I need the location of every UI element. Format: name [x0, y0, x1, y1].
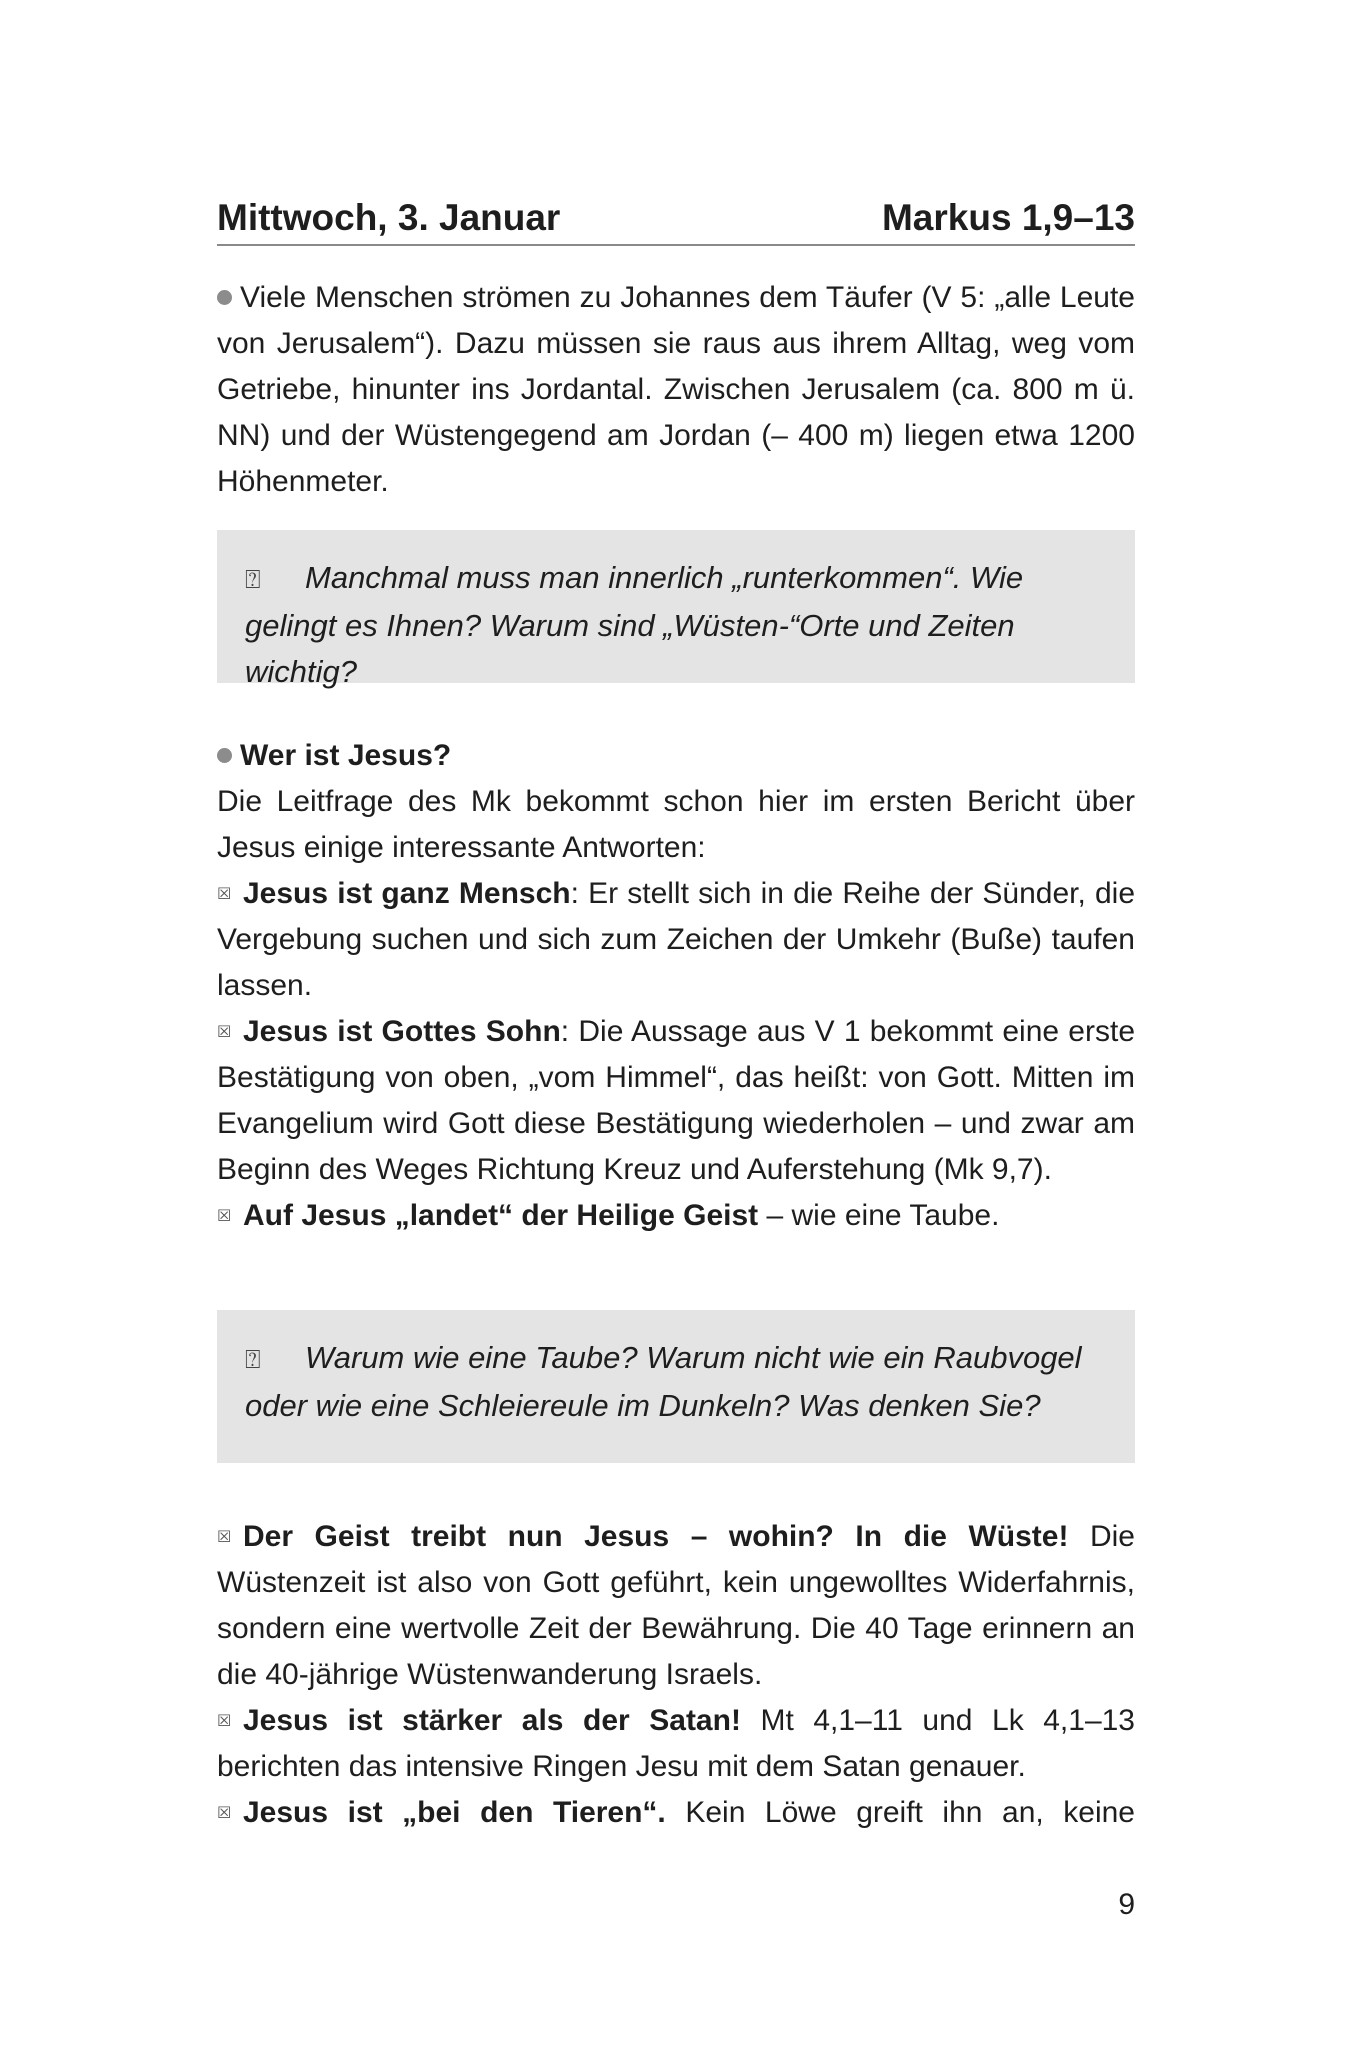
section-heading: Wer ist Jesus? — [240, 739, 452, 772]
answer-item: ☒ Jesus ist ganz Mensch: Er stellt sich in die Reihe der Sünder, die Vergebung suchen und sich zum Zeichen der Umkehr (Buße) taufen lassen. — [217, 871, 1135, 1009]
question-mark-box-icon: ⍰ — [245, 565, 261, 595]
bullet-dot-icon — [217, 748, 232, 763]
section-who-is-jesus — [217, 733, 1135, 1239]
answer-item: ☒ Jesus ist Gottes Sohn: Die Aussage aus V 1 bekommt eine erste Bestätigung von oben, „vom Himmel“, das heißt: von Gott. Mitten im Evangelium wird Gott diese Bestätigung wiederholen – und zwar am Beginn des Weges Richtung Kreuz und Auferstehung (Mk 9,7). — [217, 1009, 1135, 1193]
bullet-dot-icon — [217, 290, 232, 305]
answer-item: ☒ Jesus ist „bei den Tieren“. Kein Löwe greift ihn an, keine — [217, 1790, 1135, 1836]
section-desert — [217, 1514, 1135, 1836]
check-icon: ☒ — [217, 1803, 232, 1822]
check-icon: ☒ — [217, 1711, 232, 1730]
check-icon: ☒ — [217, 884, 232, 903]
reflection-box-2 — [217, 1310, 1135, 1463]
header-date: Mittwoch, 3. Januar — [217, 197, 561, 238]
answer-item: ☒ Auf Jesus „landet“ der Heilige Geist – wie eine Taube. — [217, 1193, 1135, 1239]
page-header — [217, 180, 1135, 246]
check-icon: ☒ — [217, 1527, 232, 1546]
check-icon: ☒ — [217, 1206, 232, 1225]
intro-paragraph — [217, 275, 1135, 505]
reflection-box-1 — [217, 530, 1135, 689]
answer-item: ☒ Jesus ist stärker als der Satan! Mt 4,1–11 und Lk 4,1–13 berichten das intensive Ringen Jesu mit dem Satan genauer. — [217, 1698, 1135, 1790]
reflection-text-1: Manchmal muss man innerlich „runterkommen“. Wie gelingt es Ihnen? Warum sind „Wüsten-“Orte und Zeiten wichtig? — [245, 560, 1024, 689]
check-icon: ☒ — [217, 1022, 232, 1041]
section-intro: Die Leitfrage des Mk bekommt schon hier im ersten Bericht über Jesus einige interessante Antworten: — [217, 785, 1135, 864]
intro-text: Viele Menschen strömen zu Johannes dem Täufer (V 5: „alle Leute von Jerusalem“). Dazu müssen sie raus aus ihrem Alltag, weg vom Getriebe, hinunter ins Jordantal. Zwischen Jerusalem (ca. 800 m ü. NN) und der Wüstengegend am Jordan (– 400 m) liegen etwa 1200 Höhenmeter. — [217, 281, 1135, 498]
header-scripture-reference: Markus 1,9–13 — [881, 197, 1135, 238]
reflection-text-2: Warum wie eine Taube? Warum nicht wie ein Raubvogel oder wie eine Schleiereule im Dunkeln? Was denken Sie? — [245, 1340, 1082, 1423]
page-number: 9 — [1118, 1888, 1135, 1921]
answer-item: ☒ Der Geist treibt nun Jesus – wohin? In die Wüste! Die Wüstenzeit ist also von Gott geführt, kein ungewolltes Widerfahrnis, sondern eine wertvolle Zeit der Bewährung. Die 40 Tage erinnern an die 40-jährige Wüstenwanderung Israels. — [217, 1514, 1135, 1698]
question-mark-box-icon: ⍰ — [245, 1345, 261, 1375]
